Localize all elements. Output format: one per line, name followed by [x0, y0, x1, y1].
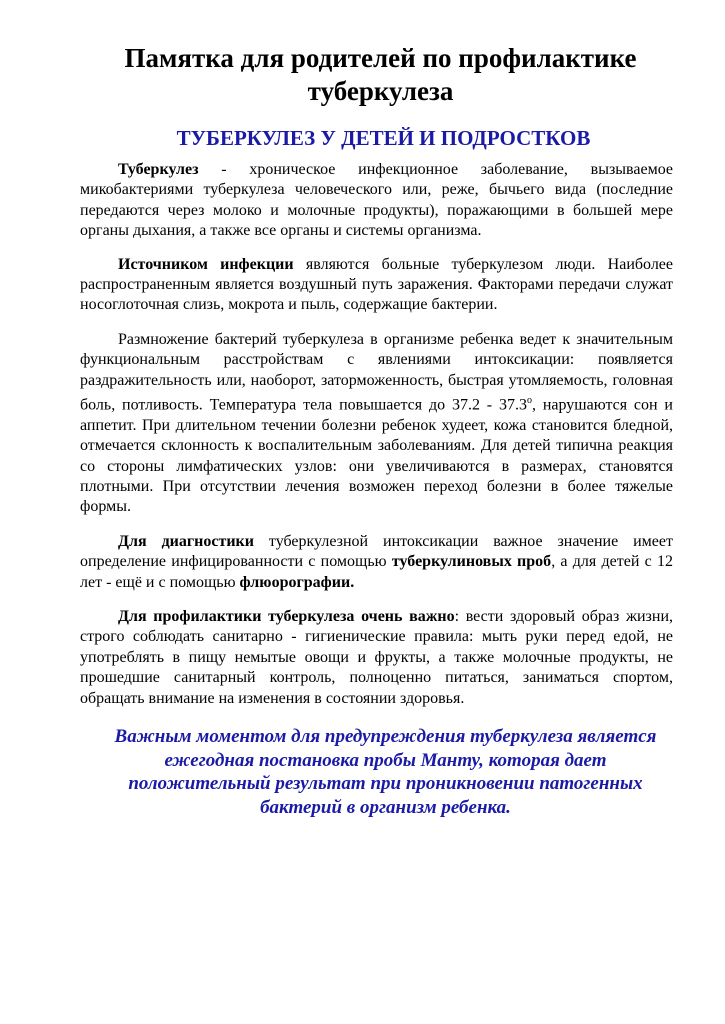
paragraph-diagnostics	[80, 532, 673, 593]
diagnostics-text-part-2: , а для детей с 12 лет - ещё и с помощью	[80, 553, 673, 591]
mantoux-callout: Важным моментом для предупреждения туберкулеза является ежегодная постановка пробы Манту, которая дает положительный результат при проникновении патогенных бактерий в организм ребенка.	[114, 726, 657, 818]
term-tuberculin-tests: туберкулиновых проб	[391, 553, 552, 571]
term-fluorography: флюорографии.	[239, 573, 355, 591]
symptoms-text-part-1: Размножение бактерий туберкулеза в организме ребенка ведет к значительным функциональным расстройствам с явлениями интоксикации: появляется раздражительность или, наоборот, заторможенность, быстрая утомляемость, головная боль, потливость. Температура тела повышается до 37.2 - 37.3	[80, 330, 673, 414]
term-prevention: Для профилактики туберкулеза очень важно	[118, 608, 455, 626]
degree-mark: о	[526, 395, 532, 407]
paragraph-prevention	[80, 607, 673, 709]
term-tuberculosis: Туберкулез	[118, 161, 199, 178]
paragraph-definition	[80, 160, 673, 242]
infection-source-text: являются больные туберкулезом люди. Наиболее распространенным является воздушный путь заражения. Факторами передачи служат носоглоточная слизь, мокрота и пыль, содержащие бактерии.	[80, 255, 674, 314]
diagnostics-text-part-1: туберкулезной интоксикации важное значение имеет определение инфицированности с помощью	[80, 532, 673, 571]
symptoms-text-part-2: , нарушаются сон и аппетит. При длительном течении болезни ребенок худеет, кожа становится бледной, отмечается склонность к воспалительным заболеваниям. Для детей типична реакция со стороны лимфатических узлов: они увеличиваются в размерах, становятся плотными. При отсутствии лечения возможен переход болезни в более тяжелые формы.	[80, 396, 673, 516]
definition-text: - хроническое инфекционное заболевание, вызываемое микобактериями туберкулеза человеческого или, реже, бычьего вида (последние передаются через молоко и молочные продукты), поражающими в большей мере органы дыхания, а также все органы и системы организма.	[80, 161, 673, 240]
page-title: Памятка для родителей по профилактике туберкулеза	[124, 43, 637, 106]
prevention-text: : вести здоровый образ жизни, строго соблюдать санитарно - гигиенические правила: мыть руки перед едой, не употреблять в пищу немытые овощи и фрукты, а также молочные продукты, не прошедшие санитарный контроль, полноценно питаться, заниматься спортом, обращать внимание на изменения в состоянии здоровья.	[80, 608, 673, 707]
paragraph-infection-source	[80, 255, 673, 316]
term-infection-source: Источником инфекции	[118, 255, 294, 273]
paragraph-symptoms	[80, 330, 673, 518]
section-heading: ТУБЕРКУЛЕЗ У ДЕТЕЙ И ПОДРОСТКОВ	[176, 126, 591, 150]
term-diagnostics: Для диагностики	[118, 532, 254, 550]
